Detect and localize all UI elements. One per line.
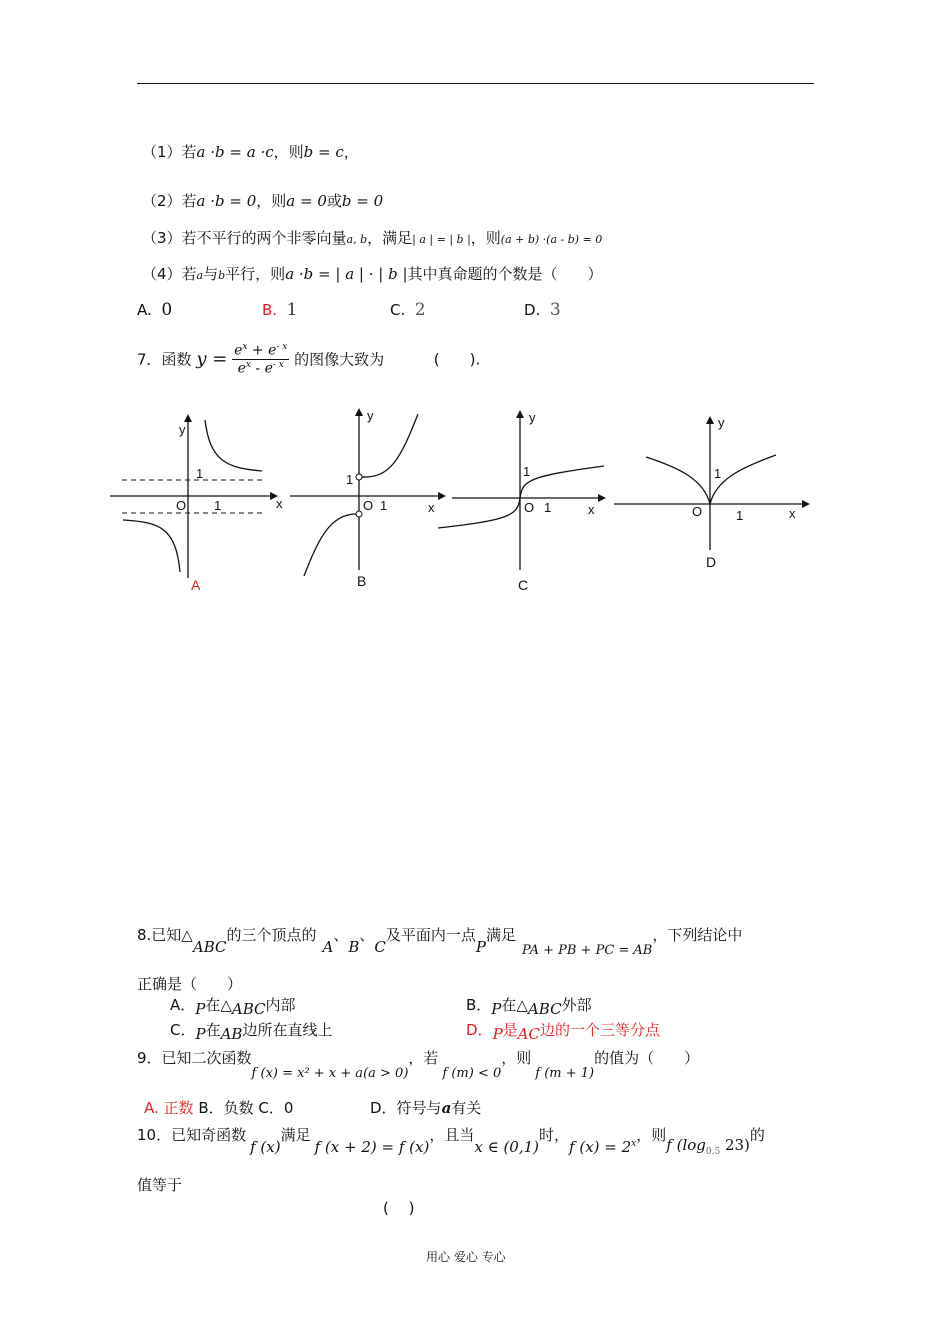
graph-b-y-arrow — [355, 408, 363, 416]
q6-option-b-value: 1 — [286, 300, 298, 320]
q8-sep2: 、 — [359, 926, 375, 944]
q10-eq: f (x + 2) = f (x) — [314, 1138, 430, 1156]
q9-option-d-a: a — [441, 1099, 452, 1117]
graph-a[interactable] — [110, 414, 283, 593]
q6-s2-prefix: （2）若 — [142, 192, 197, 210]
q6-s4-expr: a ·b = | a | · | b | — [285, 265, 408, 283]
q7-suffix: 的图像大致为 — [294, 350, 385, 369]
graph-a-curve-left — [123, 520, 180, 572]
q8-option-b-p: P — [491, 1000, 502, 1018]
q8-p4: 满足 — [486, 926, 517, 944]
page-footer: 用心 爱心 专心 — [426, 1250, 506, 1264]
q9-option-d-text: D．符号与 — [370, 1099, 442, 1117]
q6-s3-mid2: ，则 — [470, 229, 501, 247]
q9-option-c[interactable]: C．0 — [258, 1099, 294, 1117]
q6-s2-or: 或 — [326, 192, 342, 210]
graph-c-one-y: 1 — [523, 464, 531, 479]
graph-a-y-label: y — [179, 422, 186, 437]
q10-def: f (x) = 2 — [569, 1138, 632, 1156]
q8-option-b-t1: 在△ — [501, 996, 528, 1014]
q9-p3: ，则 — [501, 1049, 532, 1067]
q10-p5: ，则 — [636, 1126, 667, 1144]
q8-point-c: C — [374, 938, 386, 956]
q10-cond: x ∈ (0,1) — [474, 1138, 540, 1156]
header-rule — [137, 83, 814, 84]
graph-b-label: B — [357, 573, 367, 589]
graph-d-x-label: x — [789, 506, 796, 521]
q10-p4: 时， — [539, 1126, 570, 1144]
q9-fm: f (m) < 0 — [442, 1066, 502, 1081]
q8-option-b-t2: 外部 — [561, 996, 592, 1014]
q7-fraction — [232, 342, 289, 376]
q8-option-b-label: B． — [466, 996, 492, 1014]
q8-line2: 正确是（ ） — [137, 975, 243, 993]
q6-option-c[interactable] — [390, 300, 426, 320]
q7-lhs: y = — [196, 348, 228, 370]
q10-paren: ( ) — [383, 1199, 415, 1217]
q8-option-d[interactable] — [466, 1019, 660, 1043]
q6-s3-mid: ，满足 — [367, 229, 413, 247]
graph-c[interactable] — [438, 410, 606, 593]
graph-c-curve-right — [520, 466, 604, 498]
q9-option-d[interactable] — [370, 1097, 481, 1118]
q6-s3-expr: a, b — [346, 233, 368, 246]
graph-b-origin: O — [363, 498, 374, 513]
graph-c-origin: O — [524, 500, 535, 515]
q6-s1-mid: ，则 — [273, 143, 304, 161]
q8-point-a: A — [322, 938, 334, 956]
q8-option-a-t1: 在△ — [205, 996, 232, 1014]
graph-d[interactable] — [614, 415, 810, 570]
q7-stem — [137, 342, 480, 376]
graph-c-y-label: y — [529, 410, 536, 425]
q8-option-a-label: A． — [170, 996, 196, 1014]
q10-line2: 值等于 — [137, 1176, 183, 1194]
q6-s2-expr3: b = 0 — [341, 192, 384, 210]
q8-point-b: B — [348, 938, 360, 956]
q8-option-d-p: P — [492, 1025, 503, 1043]
graph-a-one-x: 1 — [214, 498, 222, 513]
q6-statement-3 — [142, 227, 602, 248]
q6-s4-prefix: （4）若 — [142, 265, 197, 283]
graph-b-curve-left — [304, 514, 356, 576]
q6-s2-expr2: a = 0 — [286, 192, 327, 210]
q7-numerator: $e^x + e^{- x}$ — [234, 342, 288, 359]
q8-p1: 8.已知△ — [137, 926, 193, 944]
graph-a-curve-right — [205, 420, 262, 471]
q6-option-b[interactable] — [262, 300, 297, 320]
q8-option-a-p: P — [195, 1000, 206, 1018]
q9-option-a[interactable]: A. 正数 — [144, 1099, 194, 1117]
q10-ask: f (log — [666, 1136, 706, 1154]
graph-b-one-y: 1 — [346, 472, 354, 487]
q8-option-a-t2: 内部 — [265, 996, 296, 1014]
graph-c-label: C — [518, 577, 529, 593]
q8-option-d-label: D． — [466, 1021, 493, 1039]
q7-denominator: $e^x - e^{- x}$ — [237, 359, 284, 377]
q10-p2: 满足 — [280, 1126, 311, 1144]
q9-fm1: f (m + 1) — [535, 1066, 595, 1081]
q9-stem — [137, 1047, 700, 1081]
q8-option-d-t1: 是 — [502, 1021, 518, 1039]
graph-d-curve-left — [646, 457, 710, 504]
q7-prefix: 7．函数 — [137, 350, 192, 369]
graph-d-x-arrow — [802, 500, 810, 508]
q10-stem — [137, 1124, 765, 1157]
q6-option-d-label: D. — [524, 301, 541, 319]
graph-b-open-point-bottom — [356, 511, 362, 517]
q9-option-d-end: 有关 — [451, 1099, 482, 1117]
q8-point-p: P — [475, 938, 486, 956]
q8-option-c-ab: AB — [220, 1025, 243, 1043]
q8-option-c-label: C． — [170, 1021, 196, 1039]
q6-statement-4 — [142, 263, 603, 284]
graph-c-curve-left — [438, 498, 520, 528]
q10-p6: 的 — [749, 1126, 765, 1144]
q6-s4-b: b — [218, 269, 226, 282]
q8-option-c-t2: 边所在直线上 — [242, 1021, 333, 1039]
q8-option-a[interactable] — [170, 994, 296, 1018]
q8-stem — [137, 924, 743, 958]
graph-b-y-label: y — [367, 408, 374, 423]
q9-options — [144, 1097, 293, 1118]
graph-a-x-label: x — [276, 496, 283, 511]
graph-d-label: D — [706, 554, 717, 570]
graph-b-one-x: 1 — [380, 498, 388, 513]
graph-d-one-x: 1 — [736, 508, 744, 523]
q9-option-b[interactable]: B．负数 — [198, 1099, 254, 1117]
graph-b-x-arrow — [438, 492, 446, 500]
graph-c-x-label: x — [588, 502, 595, 517]
q10-p1: 10．已知奇函数 — [137, 1126, 247, 1144]
q8-option-c[interactable] — [170, 1019, 333, 1043]
q6-s2-mid: ，则 — [256, 192, 287, 210]
q9-p2: ，若 — [408, 1049, 439, 1067]
graph-b-curve-right — [362, 414, 418, 477]
q8-option-d-t2: 边的一个三等分点 — [539, 1021, 660, 1039]
q8-p2: 的三个顶点的 — [226, 926, 317, 944]
q9-p1: 9．已知二次函数 — [137, 1049, 252, 1067]
q9-p4: 的值为（ ） — [594, 1049, 700, 1067]
q8-sep1: 、 — [333, 926, 349, 944]
q7-paren: ( ). — [433, 350, 481, 369]
graph-c-x-arrow — [598, 494, 606, 502]
q8-equation: PA + PB + PC = AB — [522, 943, 653, 958]
q6-s4-par: 平行，则 — [225, 265, 286, 283]
q6-s1-expr2: b = c — [303, 143, 344, 161]
q6-s4-with: 与 — [203, 265, 219, 283]
q6-option-a[interactable] — [137, 300, 172, 320]
q6-s1-prefix: （1）若 — [142, 143, 197, 161]
graph-a-origin: O — [176, 498, 187, 513]
q8-option-b[interactable] — [466, 994, 592, 1018]
graph-b-open-point-top — [356, 474, 362, 480]
graph-d-y-arrow — [706, 416, 714, 424]
q10-ask-sub: 0.5 — [705, 1147, 721, 1157]
q6-option-d-value: 3 — [549, 300, 561, 320]
q10-ask-end: 23) — [720, 1136, 750, 1154]
graph-c-one-x: 1 — [544, 500, 552, 515]
q6-option-d[interactable] — [524, 300, 561, 320]
q6-statement-2 — [142, 190, 383, 211]
q6-s4-a: a — [196, 269, 204, 282]
q8-p3: 及平面内一点 — [385, 926, 476, 944]
q6-option-c-label: C. — [390, 301, 406, 319]
q6-option-c-value: 2 — [414, 300, 426, 320]
q8-option-a-abc: ABC — [231, 1000, 266, 1018]
q8-option-b-abc: ABC — [527, 1000, 562, 1018]
q6-option-a-value: 0 — [161, 300, 173, 320]
q10-p3: ，且当 — [429, 1126, 475, 1144]
q10-f: f (x) — [250, 1138, 281, 1156]
graph-d-y-label: y — [718, 415, 725, 430]
q7-graphs — [0, 400, 950, 600]
graph-b-x-label: x — [428, 500, 435, 515]
q6-s3-expr3: (a + b) ·(a - b) = 0 — [500, 233, 603, 246]
q10-def-sup: x — [631, 1139, 637, 1149]
graph-a-one-y: 1 — [196, 466, 204, 481]
q6-s4-end: 其中真命题的个数是（ ） — [407, 265, 603, 283]
q6-s2-expr: a ·b = 0 — [196, 192, 257, 210]
q8-option-c-t1: 在 — [205, 1021, 221, 1039]
graph-a-y-arrow — [184, 414, 192, 422]
graph-b[interactable] — [290, 408, 446, 589]
q8-abc: ABC — [192, 938, 227, 956]
q6-s3-prefix: （3）若不平行的两个非零向量 — [142, 229, 347, 247]
graph-c-y-arrow — [516, 410, 524, 418]
q6-s1-expr: a ·b = a ·c — [196, 143, 274, 161]
q6-option-a-label: A. — [137, 301, 152, 319]
q8-option-d-ac: AC — [517, 1025, 540, 1043]
q8-option-c-p: P — [195, 1025, 206, 1043]
graph-a-label: A — [191, 577, 201, 593]
graph-d-origin: O — [692, 504, 703, 519]
q6-statement-1 — [142, 141, 359, 162]
q6-option-b-label: B. — [262, 301, 278, 319]
q9-function: f (x) = x² + x + a(a > 0) — [251, 1066, 409, 1081]
q6-s3-expr2: | a | = | b | — [412, 233, 471, 246]
q8-p5: ，下列结论中 — [652, 926, 743, 944]
q6-s1-end: ， — [343, 143, 359, 161]
graph-d-one-y: 1 — [714, 466, 722, 481]
